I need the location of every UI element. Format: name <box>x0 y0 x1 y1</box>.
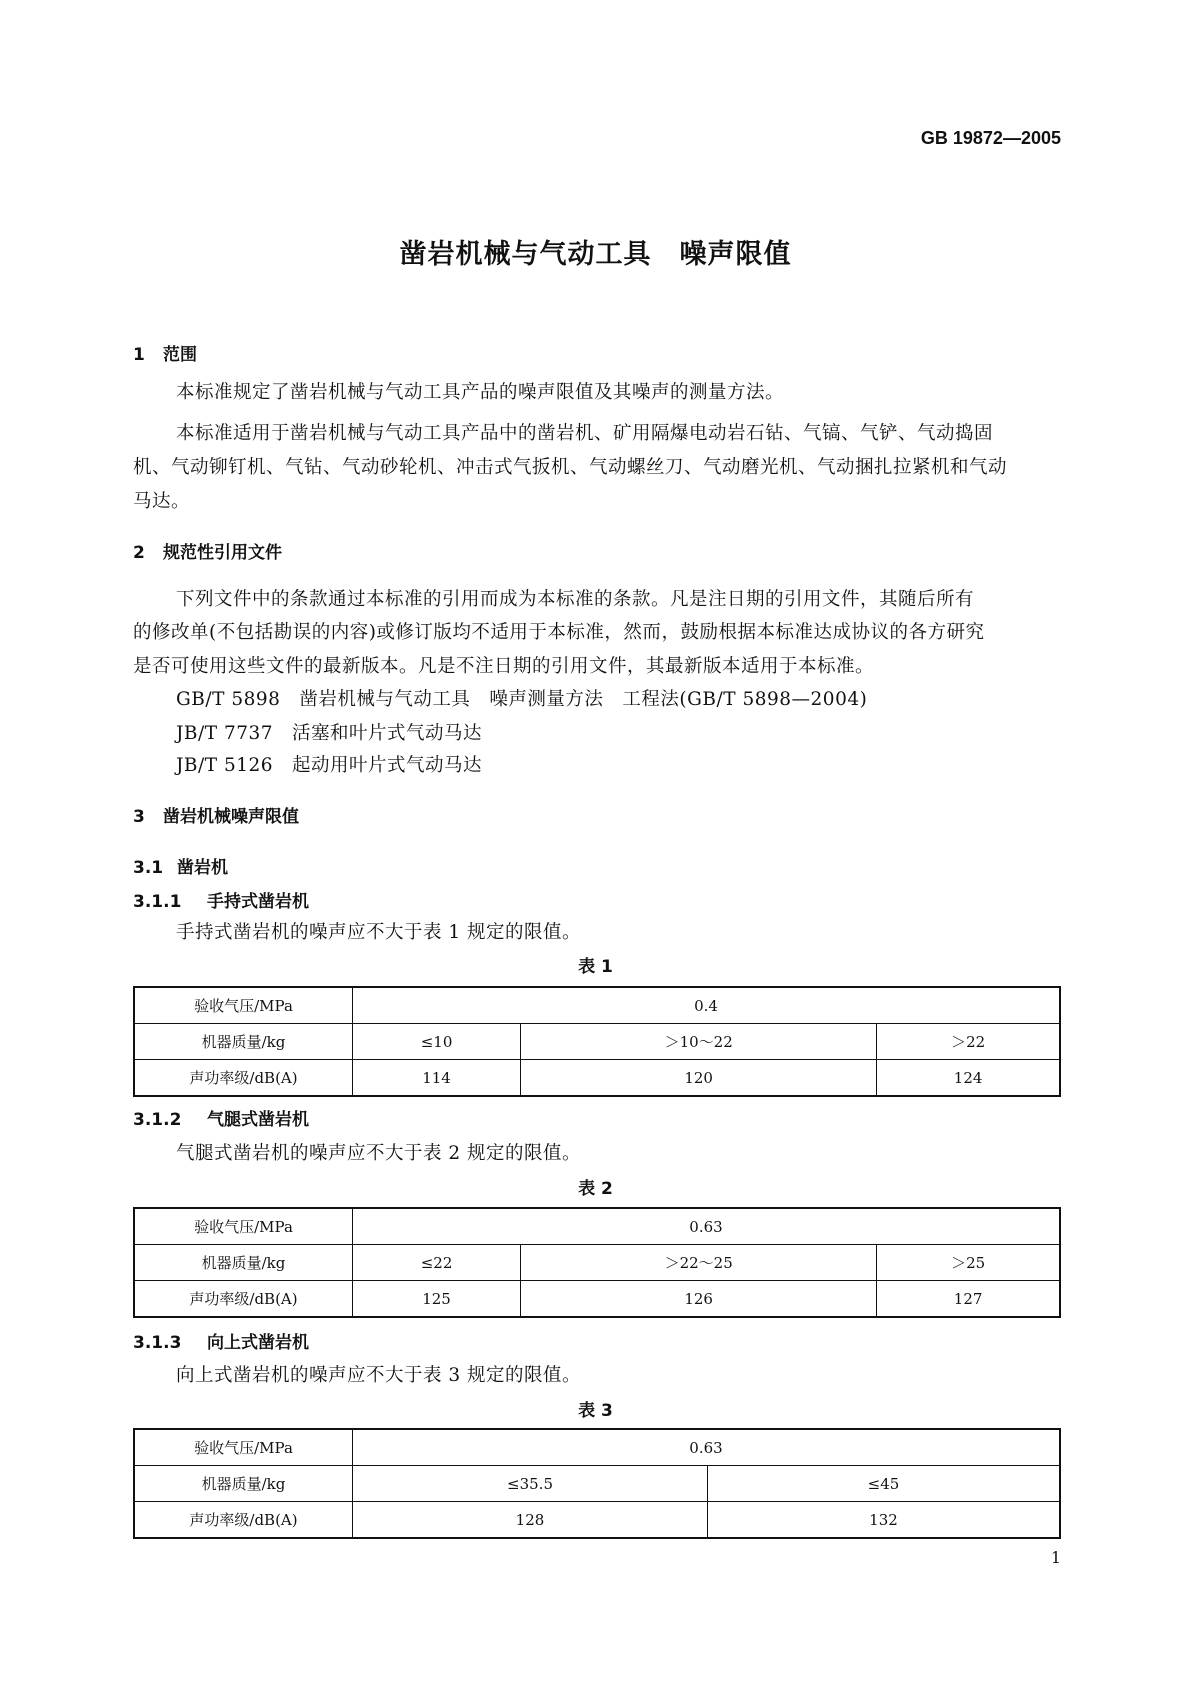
reference-item: GB/T 5898 凿岩机械与气动工具 噪声测量方法 工程法(GB/T 5898—2004) <box>176 689 868 710</box>
table-row <box>134 1429 1060 1466</box>
section-title: 向上式凿岩机 <box>207 1333 309 1353</box>
paragraph-line: 本标准规定了凿岩机械与气动工具产品的噪声限值及其噪声的测量方法。 <box>176 382 785 403</box>
table-cell: 0.63 <box>353 1208 1061 1245</box>
standard-number: GB 19872—2005 <box>920 128 1061 148</box>
table-cell: ＞22 <box>877 1024 1060 1060</box>
paragraph-line: 是否可使用这些文件的最新版本。凡是不注日期的引用文件，其最新版本适用于本标准。 <box>133 656 875 677</box>
table-row <box>134 1208 1060 1245</box>
table-cell: ≤22 <box>353 1245 521 1281</box>
table-1 <box>133 986 1061 1097</box>
paragraph-line: 的修改单(不包括勘误的内容)或修订版均不适用于本标准，然而，鼓励根据本标准达成协议的各方研究 <box>133 622 985 643</box>
section-number: 3.1 <box>133 858 164 878</box>
table-cell: ＞25 <box>877 1245 1060 1281</box>
table-cell: 机器质量/kg <box>134 1466 353 1502</box>
table-cell: 114 <box>353 1060 521 1097</box>
table-caption: 表 3 <box>578 1401 613 1421</box>
table-cell: 验收气压/MPa <box>134 1429 353 1466</box>
page-number: 1 <box>1050 1548 1061 1567</box>
section-title: 手持式凿岩机 <box>207 892 309 912</box>
table-cell: 125 <box>353 1281 521 1318</box>
table-cell: ＞22～25 <box>521 1245 877 1281</box>
section-2-heading <box>133 538 282 563</box>
table-cell: 120 <box>521 1060 877 1097</box>
paragraph-line: 手持式凿岩机的噪声应不大于表 1 规定的限值。 <box>176 922 582 943</box>
table-row <box>134 1245 1060 1281</box>
section-number: 3.1.2 <box>133 1110 182 1130</box>
section-number: 2 <box>133 543 145 563</box>
paragraph-line: 气腿式凿岩机的噪声应不大于表 2 规定的限值。 <box>176 1143 582 1164</box>
table-cell: 0.63 <box>353 1429 1061 1466</box>
section-3-1-3-heading <box>133 1328 309 1353</box>
table-row <box>134 1502 1060 1539</box>
section-3-1-heading <box>133 853 228 878</box>
table-cell: 机器质量/kg <box>134 1024 353 1060</box>
table-cell: ≤10 <box>353 1024 521 1060</box>
table-cell: ＞10～22 <box>521 1024 877 1060</box>
table-3 <box>133 1428 1061 1539</box>
table-cell: ≤35.5 <box>353 1466 708 1502</box>
table-cell: ≤45 <box>708 1466 1061 1502</box>
paragraph-line: 本标准适用于凿岩机械与气动工具产品中的凿岩机、矿用隔爆电动岩石钻、气镐、气铲、气动捣固 <box>176 423 994 444</box>
section-title: 凿岩机 <box>177 858 228 878</box>
section-title: 凿岩机械噪声限值 <box>163 807 299 827</box>
table-row <box>134 987 1060 1024</box>
table-cell: 机器质量/kg <box>134 1245 353 1281</box>
table-cell: 0.4 <box>353 987 1061 1024</box>
page-title: 凿岩机械与气动工具 噪声限值 <box>399 239 792 270</box>
section-title: 气腿式凿岩机 <box>207 1110 309 1130</box>
section-1-heading <box>133 340 197 365</box>
table-cell: 声功率级/dB(A) <box>134 1502 353 1539</box>
table-row <box>134 1024 1060 1060</box>
section-3-1-2-heading <box>133 1105 309 1130</box>
table-cell: 验收气压/MPa <box>134 987 353 1024</box>
table-caption: 表 2 <box>578 1179 613 1199</box>
reference-item: JB/T 7737 活塞和叶片式气动马达 <box>176 723 483 744</box>
table-2 <box>133 1207 1061 1318</box>
table-cell: 声功率级/dB(A) <box>134 1281 353 1318</box>
section-3-heading <box>133 802 299 827</box>
section-number: 3.1.3 <box>133 1333 182 1353</box>
table-cell: 124 <box>877 1060 1060 1097</box>
table-row <box>134 1466 1060 1502</box>
table-cell: 126 <box>521 1281 877 1318</box>
paragraph-line: 向上式凿岩机的噪声应不大于表 3 规定的限值。 <box>176 1365 582 1386</box>
section-3-1-1-heading <box>133 887 309 912</box>
table-cell: 132 <box>708 1502 1061 1539</box>
table-row <box>134 1281 1060 1318</box>
table-cell: 验收气压/MPa <box>134 1208 353 1245</box>
section-number: 3 <box>133 807 145 827</box>
table-row <box>134 1060 1060 1097</box>
table-cell: 128 <box>353 1502 708 1539</box>
reference-item: JB/T 5126 起动用叶片式气动马达 <box>176 755 483 776</box>
paragraph-line: 马达。 <box>133 491 191 512</box>
paragraph-line: 机、气动铆钉机、气钻、气动砂轮机、冲击式气扳机、气动螺丝刀、气动磨光机、气动捆扎拉紧机和气动 <box>133 457 1008 478</box>
section-number: 3.1.1 <box>133 892 182 912</box>
section-title: 范围 <box>163 345 197 365</box>
table-cell: 声功率级/dB(A) <box>134 1060 353 1097</box>
paragraph-line: 下列文件中的条款通过本标准的引用而成为本标准的条款。凡是注日期的引用文件，其随后所有 <box>176 589 975 610</box>
section-number: 1 <box>133 345 145 365</box>
table-cell: 127 <box>877 1281 1060 1318</box>
section-title: 规范性引用文件 <box>163 543 282 563</box>
table-caption: 表 1 <box>578 957 613 977</box>
